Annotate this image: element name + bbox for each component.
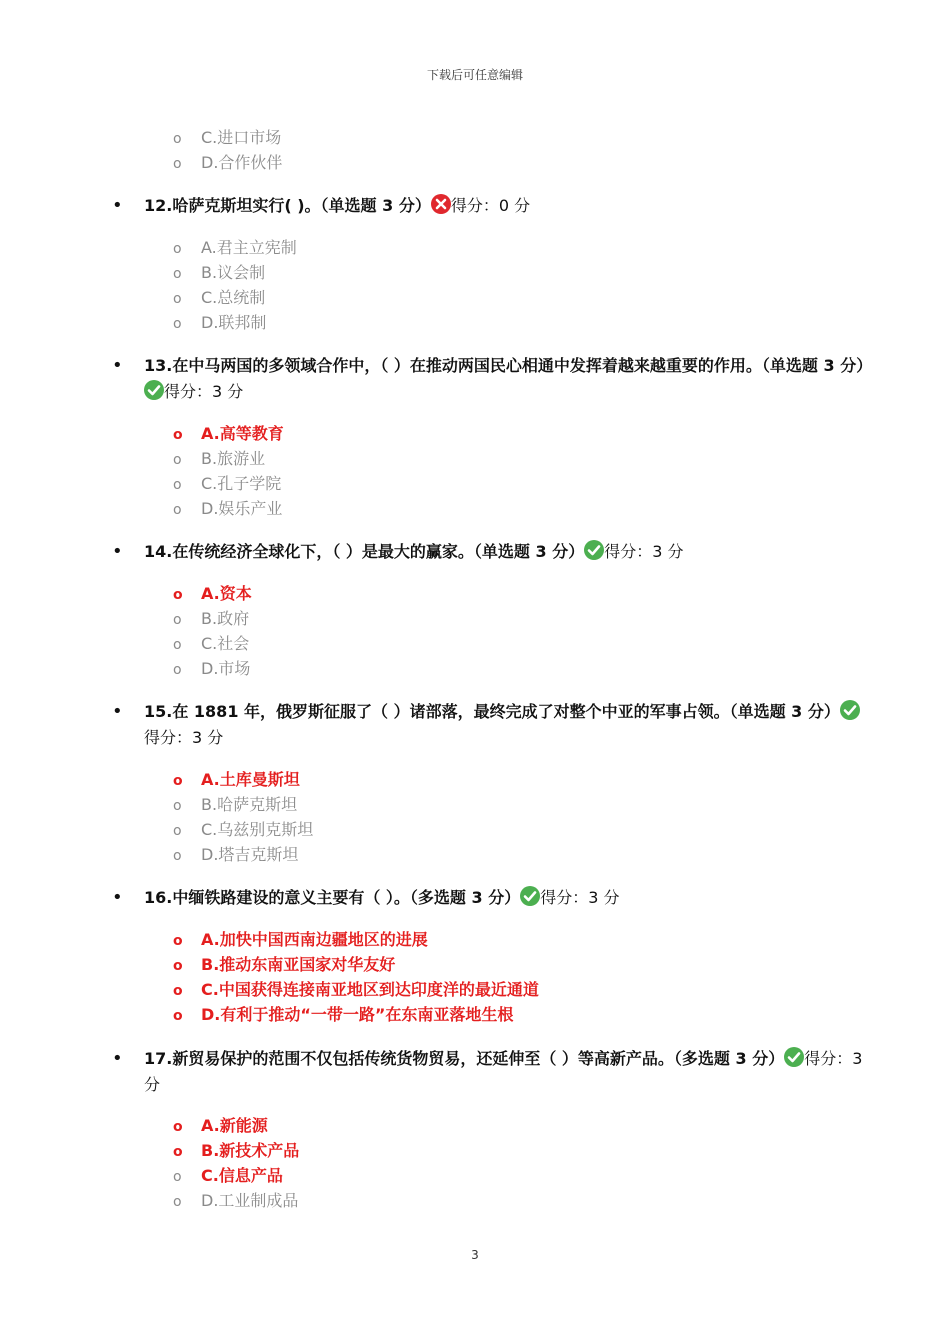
option-marker: o — [173, 427, 183, 443]
option-marker: o — [173, 1144, 183, 1160]
option-marker: o — [173, 958, 183, 974]
question-stem: 16.中缅铁路建设的意义主要有（ ）。（多选题 3 分） — [144, 888, 521, 907]
option-item — [173, 127, 281, 149]
option-item — [173, 448, 265, 470]
bullet-icon: • — [112, 541, 123, 562]
check-icon — [520, 886, 540, 906]
bullet-icon: • — [112, 1048, 123, 1069]
check-icon — [584, 540, 604, 560]
option-text: C.乌兹别克斯坦 — [201, 820, 314, 839]
option-item — [173, 633, 249, 655]
option-item — [173, 1190, 298, 1212]
option-text: D.联邦制 — [201, 313, 267, 332]
option-marker: o — [173, 156, 182, 172]
option-marker: o — [173, 637, 182, 653]
option-item — [173, 608, 249, 630]
option-text: C.进口市场 — [201, 128, 282, 147]
bullet-icon: • — [112, 355, 123, 376]
question-stem: 15.在 1881 年，俄罗斯征服了（ ）诸部落，最终完成了对整个中亚的军事占领。（单选题 3 分） — [144, 702, 840, 721]
wrong-icon — [431, 194, 451, 214]
question-stem: 14.在传统经济全球化下，（ ）是最大的赢家。（单选题 3 分） — [144, 542, 585, 561]
option-marker: o — [173, 241, 182, 257]
option-text: C.社会 — [201, 634, 250, 653]
option-text: D.合作伙伴 — [201, 153, 283, 172]
option-text: D.市场 — [201, 659, 251, 678]
option-item — [173, 819, 313, 841]
option-marker: o — [173, 452, 182, 468]
option-marker: o — [173, 933, 183, 949]
option-marker: o — [173, 502, 182, 518]
question-item — [112, 539, 872, 565]
option-item — [173, 1004, 513, 1026]
option-marker: o — [173, 291, 182, 307]
option-item — [173, 1140, 299, 1162]
check-icon — [784, 1047, 804, 1067]
option-marker: o — [173, 587, 183, 603]
option-text: A.加快中国西南边疆地区的进展 — [201, 930, 428, 949]
option-marker: o — [173, 1119, 183, 1135]
option-text: A.资本 — [201, 584, 252, 603]
question-item — [112, 699, 872, 751]
option-item — [173, 583, 252, 605]
option-item — [173, 287, 265, 309]
option-text: B.推动东南亚国家对华友好 — [201, 955, 396, 974]
option-text: D.工业制成品 — [201, 1191, 299, 1210]
bullet-icon: • — [112, 887, 123, 908]
option-item — [173, 473, 281, 495]
question-item — [112, 885, 872, 911]
option-item — [173, 929, 428, 951]
question-score: 得分：0 分 — [450, 196, 531, 215]
check-icon — [840, 700, 860, 720]
option-marker: o — [173, 848, 182, 864]
option-item — [173, 262, 265, 284]
option-item — [173, 237, 297, 259]
option-item — [173, 954, 395, 976]
option-text: A.高等教育 — [201, 424, 284, 443]
question-score: 得分：3 分 — [164, 382, 244, 401]
option-marker: o — [173, 1008, 183, 1024]
option-text: C.孔子学院 — [201, 474, 282, 493]
option-marker: o — [173, 662, 182, 678]
option-item — [173, 152, 282, 174]
option-item — [173, 1115, 268, 1137]
question-item — [112, 1046, 872, 1098]
option-item — [173, 658, 250, 680]
option-text: A.土库曼斯坦 — [201, 770, 300, 789]
option-item — [173, 844, 298, 866]
option-marker: o — [173, 316, 182, 332]
option-item — [173, 498, 282, 520]
option-marker: o — [173, 1194, 182, 1210]
question-item — [112, 193, 872, 219]
option-marker: o — [173, 773, 183, 789]
option-text: B.议会制 — [201, 263, 266, 282]
option-text: A.君主立宪制 — [201, 238, 297, 257]
option-text: D.塔吉克斯坦 — [201, 845, 299, 864]
option-marker: o — [173, 612, 182, 628]
question-stem: 12.哈萨克斯坦实行( )。（单选题 3 分） — [144, 196, 431, 215]
option-text: B.哈萨克斯坦 — [201, 795, 298, 814]
option-text: C.信息产品 — [201, 1166, 283, 1185]
option-text: B.新技术产品 — [201, 1141, 300, 1160]
page-number: 3 — [471, 1248, 479, 1262]
bullet-icon: • — [112, 195, 123, 216]
option-marker: o — [173, 798, 182, 814]
question-item — [112, 353, 872, 405]
question-score: 得分：3 分 — [144, 1049, 863, 1094]
page-header: 下载后可任意编辑 — [426, 68, 523, 82]
option-item — [173, 769, 300, 791]
question-stem: 13.在中马两国的多领域合作中，（ ）在推动两国民心相通中发挥着越来越重要的作用。（单选题 3 分） — [144, 356, 873, 375]
option-item — [173, 312, 266, 334]
question-score: 得分：3 分 — [144, 728, 224, 747]
option-text: D.娱乐产业 — [201, 499, 283, 518]
check-icon — [144, 380, 164, 400]
question-stem: 17.新贸易保护的范围不仅包括传统货物贸易，还延伸至（ ）等高新产品。（多选题 3 分） — [144, 1049, 785, 1068]
option-text: B.政府 — [201, 609, 250, 628]
option-marker: o — [173, 131, 182, 147]
option-item — [173, 794, 297, 816]
option-text: D.有利于推动“一带一路”在东南亚落地生根 — [201, 1005, 514, 1024]
option-marker: o — [173, 823, 182, 839]
option-text: A.新能源 — [201, 1116, 268, 1135]
bullet-icon: • — [112, 701, 123, 722]
option-item — [173, 423, 284, 445]
option-marker: o — [173, 1169, 182, 1185]
question-score: 得分：3 分 — [604, 542, 684, 561]
option-marker: o — [173, 477, 182, 493]
question-score: 得分：3 分 — [540, 888, 620, 907]
option-marker: o — [173, 266, 182, 282]
option-marker: o — [173, 983, 183, 999]
option-text: C.总统制 — [201, 288, 266, 307]
option-text: C.中国获得连接南亚地区到达印度洋的最近通道 — [201, 980, 539, 999]
option-item — [173, 1165, 283, 1187]
option-text: B.旅游业 — [201, 449, 266, 468]
option-item — [173, 979, 539, 1001]
